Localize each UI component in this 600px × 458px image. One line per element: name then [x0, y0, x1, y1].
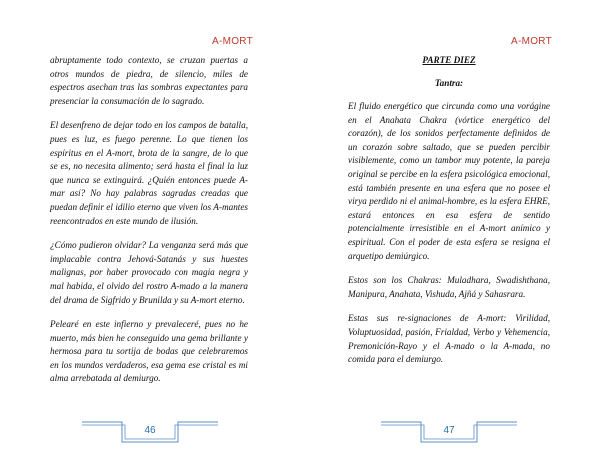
chapter-title: PARTE DIEZ [422, 55, 476, 65]
paragraph: Estos son los Chakras: Muladhara, Swadishthana, Manipura, Anahata, Vishuda, Ajñá y Sahasrara. [348, 275, 550, 299]
page-number-footer [381, 418, 517, 444]
paragraph: El desenfreno de dejar todo en los campos de batalla, pues es luz, es fuego perenne. Lo que tienen los espíritus en el A-mort, brota de la sangre, de lo que se es, no necesita alimento; será hasta el final la luz que nunca se extinguirá. ¿Quién entonces puede A-mar así? No hay palabras sagradas creadas que puedan definir el idilio eterno que viven los A-mantes reencontrados en este mundo de ilusión. [50, 120, 248, 226]
paragraph: Estas sus re-signaciones de A-mort: Virilidad, Voluptuosidad, pasión, Frialdad, Verbo y Vehemencia, Premonición-Rayo y el A-mado o la A-mada, no comida para el demiurgo. [348, 313, 550, 365]
running-header: A-MORT [212, 36, 254, 47]
body-text [348, 54, 550, 378]
running-header: A-MORT [511, 36, 553, 47]
paragraph: ¿Cómo pudieron olvidar? La venganza será más que implacable contra Jehová-Satanás y sus huestes malignas, por haber provocado con magia negra y mal habida, el olvido del rostro A-mado a la manera del drama de Sigfrido y Brunilda y su A-mort eterno. [50, 240, 248, 305]
body-text [50, 54, 248, 397]
page-number-footer [82, 418, 218, 444]
paragraph: abruptamente todo contexto, se cruzan puertas a otros mundos de piedra, de silencio, miles de espectros asechan tras las sombras expectantes para presenciar la consumación de lo sagrado. [50, 55, 248, 106]
chapter-subtitle: Tantra: [434, 78, 464, 88]
right-page [300, 0, 600, 458]
paragraph: El fluido energético que circunda como una vorágine en el Anahata Chakra (vórtice energético del corazón), de los sonidos perfectamente definidos de un corazón sobre saltado, que se pueden percibir visiblemente, como un tambor muy potente, la pareja original se percibe en la esfera psicológica emocional, está también presente en una esfera que no posee el virya perdido ni el animal-hombre, es la esfera EHRE, estará entonces en esa esfera de sentido potencialmente irresistible en el A-mort anímico y espiritual. Con el poder de esta esfera se resigna el arquetipo demiúrgico. [348, 101, 550, 261]
page-number: 47 [443, 425, 455, 436]
page-number: 46 [144, 425, 156, 436]
paragraph: Pelearé en este infierno y prevaleceré, pues no he muerto, más bien he conseguido una gema brillante y hermosa para tu sortija de bodas que celebraremos en los mundos verdaderos, esa gema ese cristal es mi alma arrebatada al demiurgo. [50, 319, 248, 384]
